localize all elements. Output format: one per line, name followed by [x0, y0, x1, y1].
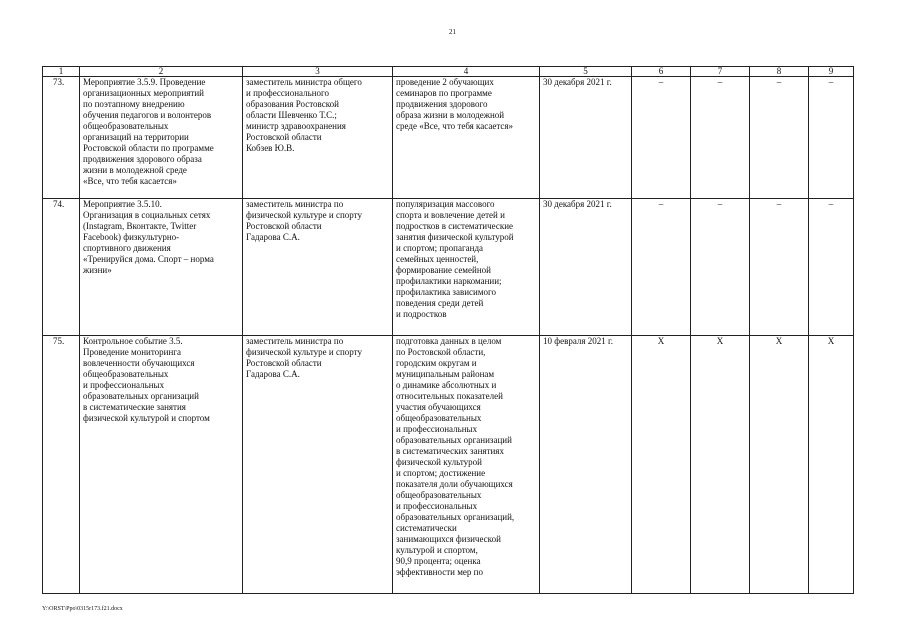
mark-cell-c9: – [809, 77, 854, 199]
event-cell-line: «Все, что тебя касается» [83, 176, 177, 186]
mark-cell-c6: – [632, 199, 691, 336]
responsible-cell-line: Ростовской области [246, 221, 322, 231]
result-cell-line: относительных показателей [396, 391, 503, 401]
result-cell-line: показателя доли обучающихся [396, 479, 513, 489]
result-cell-line: проведение 2 обучающих [396, 77, 494, 87]
event-cell-line: спортивного движения [83, 243, 171, 253]
result-cell-line: эффективности мер по [396, 567, 483, 577]
header-col-3: 3 [243, 67, 393, 77]
event-cell-line: Мероприятие 3.5.9. Проведение [83, 77, 206, 87]
row-number: 74. [43, 199, 80, 336]
mark-cell-c6: X [632, 336, 691, 594]
mark-cell-c8: – [750, 77, 809, 199]
event-cell-line: (Instagram, Вконтакте, Twitter [83, 221, 197, 231]
header-row [43, 67, 854, 77]
table-body [43, 77, 854, 594]
responsible-cell-line: и профессионального [246, 88, 330, 98]
action-plan-table [42, 66, 854, 594]
header-col-5: 5 [540, 67, 632, 77]
result-cell-line: общеобразовательных [396, 490, 482, 500]
result-cell-line: среде «Все, что тебя касается» [396, 121, 514, 131]
responsible-cell-line: физической культуре и спорту [246, 347, 362, 357]
responsible-cell [243, 336, 393, 594]
row-number: 75. [43, 336, 80, 594]
responsible-cell-line: заместитель министра по [246, 199, 344, 209]
event-cell-line: в систематические занятия [83, 402, 186, 412]
result-cell-line: в систематических занятиях [396, 446, 504, 456]
mark-cell-c8: – [750, 199, 809, 336]
responsible-cell-line: министр здравоохранения [246, 121, 346, 131]
event-cell-line: организаций на территории [83, 132, 189, 142]
result-cell-line: популяризация массового [396, 199, 495, 209]
table-row [43, 336, 854, 594]
result-cell-line: спорта и вовлечение детей и [396, 210, 505, 220]
event-cell-line: Facebook) физкультурно- [83, 232, 180, 242]
event-cell-line: общеобразовательных [83, 369, 169, 379]
header-col-7: 7 [691, 67, 750, 77]
result-cell-line: профилактики наркомании; [396, 276, 502, 286]
result-cell-line: и профессиональных [396, 501, 478, 511]
header-col-8: 8 [750, 67, 809, 77]
mark-cell-c6: – [632, 77, 691, 199]
event-cell-line: общеобразовательных [83, 121, 169, 131]
result-cell-line: образовательных организаций [396, 435, 512, 445]
event-cell-line: вовлеченности обучающихся [83, 358, 195, 368]
responsible-cell-line: Ростовской области [246, 132, 322, 142]
responsible-cell-line: Ростовской области [246, 358, 322, 368]
mark-cell-c7: X [691, 336, 750, 594]
result-cell-line: формирование семейной [396, 265, 491, 275]
responsible-cell-line: образования Ростовской [246, 99, 339, 109]
responsible-cell-line: Гадарова С.А. [246, 369, 300, 379]
result-cell-line: систематически [396, 523, 457, 533]
result-cell-line: и спортом; достижение [396, 468, 486, 478]
event-cell [80, 336, 243, 594]
footer-file-path: Y:\ORST\Ppo\0315r173.f21.docx [42, 606, 123, 612]
header-col-1: 1 [43, 67, 80, 77]
responsible-cell-line: Гадарова С.А. [246, 232, 300, 242]
responsible-cell-line: заместитель министра по [246, 336, 344, 346]
header-col-6: 6 [632, 67, 691, 77]
table-row [43, 77, 854, 199]
event-cell-line: жизни» [83, 265, 112, 275]
mark-cell-c9: – [809, 199, 854, 336]
deadline-cell: 10 февраля 2021 г. [540, 336, 632, 594]
result-cell-line: подготовка данных в целом [396, 336, 502, 346]
mark-cell-c7: – [691, 77, 750, 199]
mark-cell-c7: – [691, 199, 750, 336]
event-cell-line: Организация в социальных сетях [83, 210, 211, 220]
result-cell-line: семинаров по программе [396, 88, 492, 98]
event-cell-line: обучения педагогов и волонтеров [83, 110, 212, 120]
result-cell-line: и спортом; пропаганда [396, 243, 484, 253]
result-cell-line: и подростков [396, 309, 447, 319]
result-cell-line: занятия физической культурой [396, 232, 514, 242]
result-cell-line: 90,9 процента; оценка [396, 556, 481, 566]
result-cell-line: занимающихся физической [396, 534, 501, 544]
result-cell-line: по Ростовской области, [396, 347, 486, 357]
event-cell-line: продвижения здорового образа [83, 154, 202, 164]
event-cell-line: образовательных организаций [83, 391, 199, 401]
deadline-cell: 30 декабря 2021 г. [540, 199, 632, 336]
row-number: 73. [43, 77, 80, 199]
event-cell-line: Мероприятие 3.5.10. [83, 199, 162, 209]
result-cell-line: участия обучающихся [396, 402, 481, 412]
header-col-4: 4 [393, 67, 540, 77]
deadline-cell: 30 декабря 2021 г. [540, 77, 632, 199]
responsible-cell-line: заместитель министра общего [246, 77, 362, 87]
responsible-cell [243, 199, 393, 336]
result-cell [393, 336, 540, 594]
responsible-cell-line: Кобзев Ю.В. [246, 143, 295, 153]
result-cell-line: и профессиональных [396, 424, 478, 434]
event-cell-line: Проведение мониторинга [83, 347, 181, 357]
header-col-2: 2 [80, 67, 243, 77]
result-cell-line: семейных ценностей, [396, 254, 479, 264]
event-cell-line: по поэтапному внедрению [83, 99, 185, 109]
result-cell-line: физической культурой [396, 457, 482, 467]
result-cell-line: поведения среди детей [396, 298, 484, 308]
event-cell-line: жизни в молодежной среде [83, 165, 187, 175]
event-cell-line: и профессиональных [83, 380, 165, 390]
result-cell-line: профилактика зависимого [396, 287, 497, 297]
result-cell-line: продвижения здорового [396, 99, 488, 109]
result-cell [393, 77, 540, 199]
result-cell-line: о динамике абсолютных и [396, 380, 497, 390]
event-cell [80, 199, 243, 336]
result-cell-line: городским округам и [396, 358, 477, 368]
responsible-cell [243, 77, 393, 199]
event-cell-line: «Тренируйся дома. Спорт – норма [83, 254, 214, 264]
mark-cell-c9: X [809, 336, 854, 594]
header-col-9: 9 [809, 67, 854, 77]
table-row [43, 199, 854, 336]
event-cell [80, 77, 243, 199]
mark-cell-c8: X [750, 336, 809, 594]
result-cell-line: муниципальным районам [396, 369, 495, 379]
result-cell [393, 199, 540, 336]
event-cell-line: организационных мероприятий [83, 88, 204, 98]
result-cell-line: образа жизни в молодежной [396, 110, 505, 120]
result-cell-line: общеобразовательных [396, 413, 482, 423]
event-cell-line: Ростовской области по программе [83, 143, 214, 153]
event-cell-line: Контрольное событие 3.5. [83, 336, 183, 346]
responsible-cell-line: физической культуре и спорту [246, 210, 362, 220]
responsible-cell-line: области Шевченко Т.С.; [246, 110, 337, 120]
result-cell-line: культурой и спортом, [396, 545, 478, 555]
page-number: 21 [449, 28, 456, 36]
result-cell-line: подростков в систематические [396, 221, 514, 231]
result-cell-line: образовательных организаций, [396, 512, 515, 522]
event-cell-line: физической культурой и спортом [83, 413, 210, 423]
